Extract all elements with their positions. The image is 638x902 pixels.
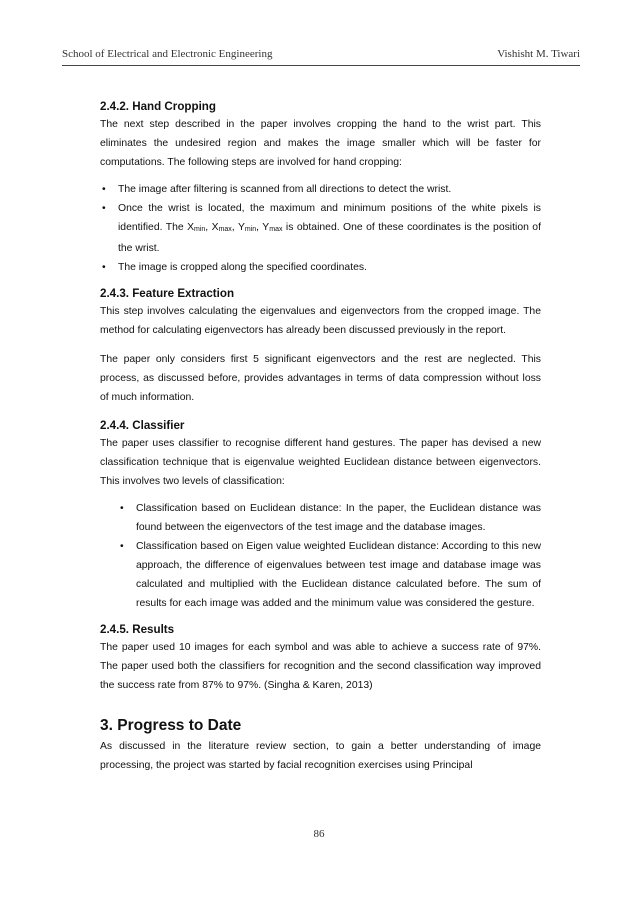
heading-hand-cropping: 2.4.2. Hand Cropping — [100, 100, 216, 113]
header-author: Vishisht M. Tiwari — [497, 48, 580, 60]
heading-results: 2.4.5. Results — [100, 623, 175, 636]
coordinate-x-max: $X_{max}$ — [211, 222, 232, 233]
heading-classifier: 2.4.4. Classifier — [100, 419, 185, 432]
list-hand-cropping — [100, 180, 541, 277]
header-divider — [62, 65, 580, 66]
list-item: • The image is cropped along the specified coordinates. — [100, 258, 541, 277]
list-item: • Classification based on Eigen value weighted Euclidean distance: According to this new approach, the difference of eigenvalues between test image and database image was calculated and multiplied with the Euclidean distance calculated before. The sum of results for each image was added and the minimum value was considered the gesture. — [118, 537, 541, 613]
heading-feature-extraction: 2.4.3. Feature Extraction — [100, 287, 235, 300]
running-header — [62, 48, 580, 60]
paragraph-progress: As discussed in the literature review section, to gain a better understanding of image processing, the project was started by facial recognition exercises using Principal — [100, 741, 541, 771]
paragraph-classifier: The paper uses classifier to recognise different hand gestures. The paper has devised a new classification technique that is eigenvalue weighted Euclidean distance between eigenvectors. This involves two levels of classification: — [100, 438, 541, 487]
coordinate-y-max: $Y_{max}$ — [262, 222, 283, 233]
page-number: 86 — [313, 828, 325, 840]
paragraph-results: The paper used 10 images for each symbol and was able to achieve a success rate of 97%. The paper used both the classifiers for recognition and the second classification way improved the success rate from 87% to 97%. (Singha & Karen, 2013) — [100, 642, 541, 691]
list-item: • Once the wrist is located, the maximum and minimum positions of the white pixels is identified. The $X_{min}$, $X_{max}$, $Y_{min}$, $Y_{max}$ is obtained. One of these coordinates is the position of the wrist. — [100, 199, 541, 258]
coordinate-x-min: $X_{min}$ — [187, 222, 206, 233]
section-heading-progress: 3. Progress to Date — [100, 717, 242, 734]
paragraph-feature-extraction-1: This step involves calculating the eigenvalues and eigenvectors from the cropped image. The method for calculating eigenvectors has already been discussed previously in the report. — [100, 306, 541, 336]
list-item-text: Once the wrist is located, the maximum and minimum positions of the white pixels is identified. The — [118, 203, 541, 233]
list-classifier — [118, 499, 541, 613]
document-body — [100, 98, 541, 775]
list-item: • The image after filtering is scanned from all directions to detect the wrist. — [100, 180, 541, 199]
paragraph-feature-extraction-2: The paper only considers first 5 significant eigenvectors and the rest are neglected. This process, as discussed before, provides advantages in terms of data compression without loss of much information. — [100, 354, 541, 403]
header-school: School of Electrical and Electronic Engineering — [62, 48, 273, 60]
coordinate-y-min: $Y_{min}$ — [237, 222, 257, 233]
list-item: • Classification based on Euclidean distance: In the paper, the Euclidean distance was found between the eigenvectors of the test image and the database images. — [118, 499, 541, 537]
list-item-text: is obtained. One of these coordinates is the position of the wrist. — [118, 222, 541, 254]
paragraph-hand-cropping: The next step described in the paper involves cropping the hand to the wrist part. This eliminates the undesired region and makes the image smaller which will be faster for computations. The following steps are involved for hand cropping: — [100, 119, 541, 168]
